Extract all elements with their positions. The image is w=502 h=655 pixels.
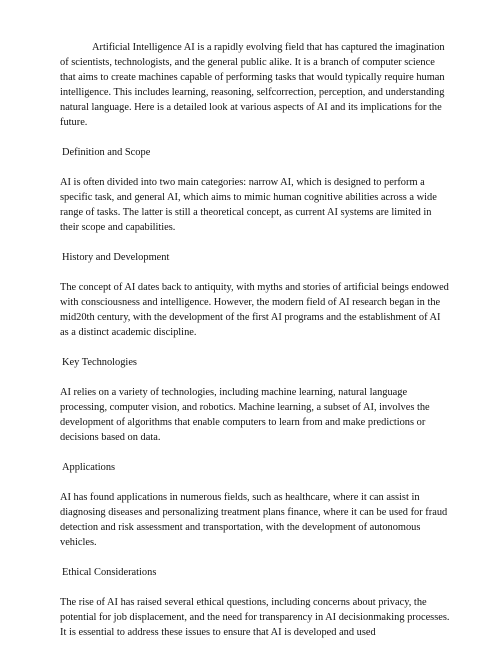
section-body: AI has found applications in numerous fields, such as healthcare, where it can assist in diagnosing diseases and personalizing treatment plans finance, where it can be used for fraud detection and risk assessment and transportation, with the development of autonomous vehicles.: [60, 492, 448, 548]
section-heading: Key Technologies: [62, 357, 137, 368]
section-technologies: [60, 355, 450, 445]
section-applications: [60, 460, 450, 550]
section-body: The concept of AI dates back to antiquity, with myths and stories of artificial beings endowed with consciousness and intelligence. However, the modern field of AI research began in the mid20th century, with the development of the first AI programs and the establishment of AI as a distinct academic discipline.: [60, 282, 449, 338]
section-history: [60, 250, 450, 340]
intro-paragraph: Artificial Intelligence AI is a rapidly evolving field that has captured the imagination of scientists, technologists, and the general public alike. It is a branch of computer science that aims to create machines capable of performing tasks that would typically require human intelligence. This includes learning, reasoning, selfcorrection, perception, and understanding natural language. Here is a detailed look at various aspects of AI and its implications for the future.: [60, 42, 445, 128]
section-body: AI is often divided into two main categories: narrow AI, which is designed to perform a specific task, and general AI, which aims to mimic human cognitive abilities across a wide range of tasks. The latter is still a theoretical concept, as current AI systems are limited in their scope and capabilities.: [60, 177, 437, 233]
section-body: The rise of AI has raised several ethical questions, including concerns about privacy, the potential for job displacement, and the need for transparency in AI decisionmaking processes. It is essential to address these issues to ensure that AI is developed and used: [60, 597, 450, 638]
section-body: AI relies on a variety of technologies, including machine learning, natural language processing, computer vision, and robotics. Machine learning, a subset of AI, involves the development of algorithms that enable computers to learn from and make predictions or decisions based on data.: [60, 387, 430, 443]
section-heading: Definition and Scope: [62, 147, 151, 158]
document-page: [60, 40, 450, 655]
section-ethics: [60, 565, 450, 640]
section-heading: Ethical Considerations: [62, 567, 157, 578]
section-heading: Applications: [62, 462, 116, 473]
section-definition: [60, 145, 450, 235]
section-heading: History and Development: [62, 252, 170, 263]
